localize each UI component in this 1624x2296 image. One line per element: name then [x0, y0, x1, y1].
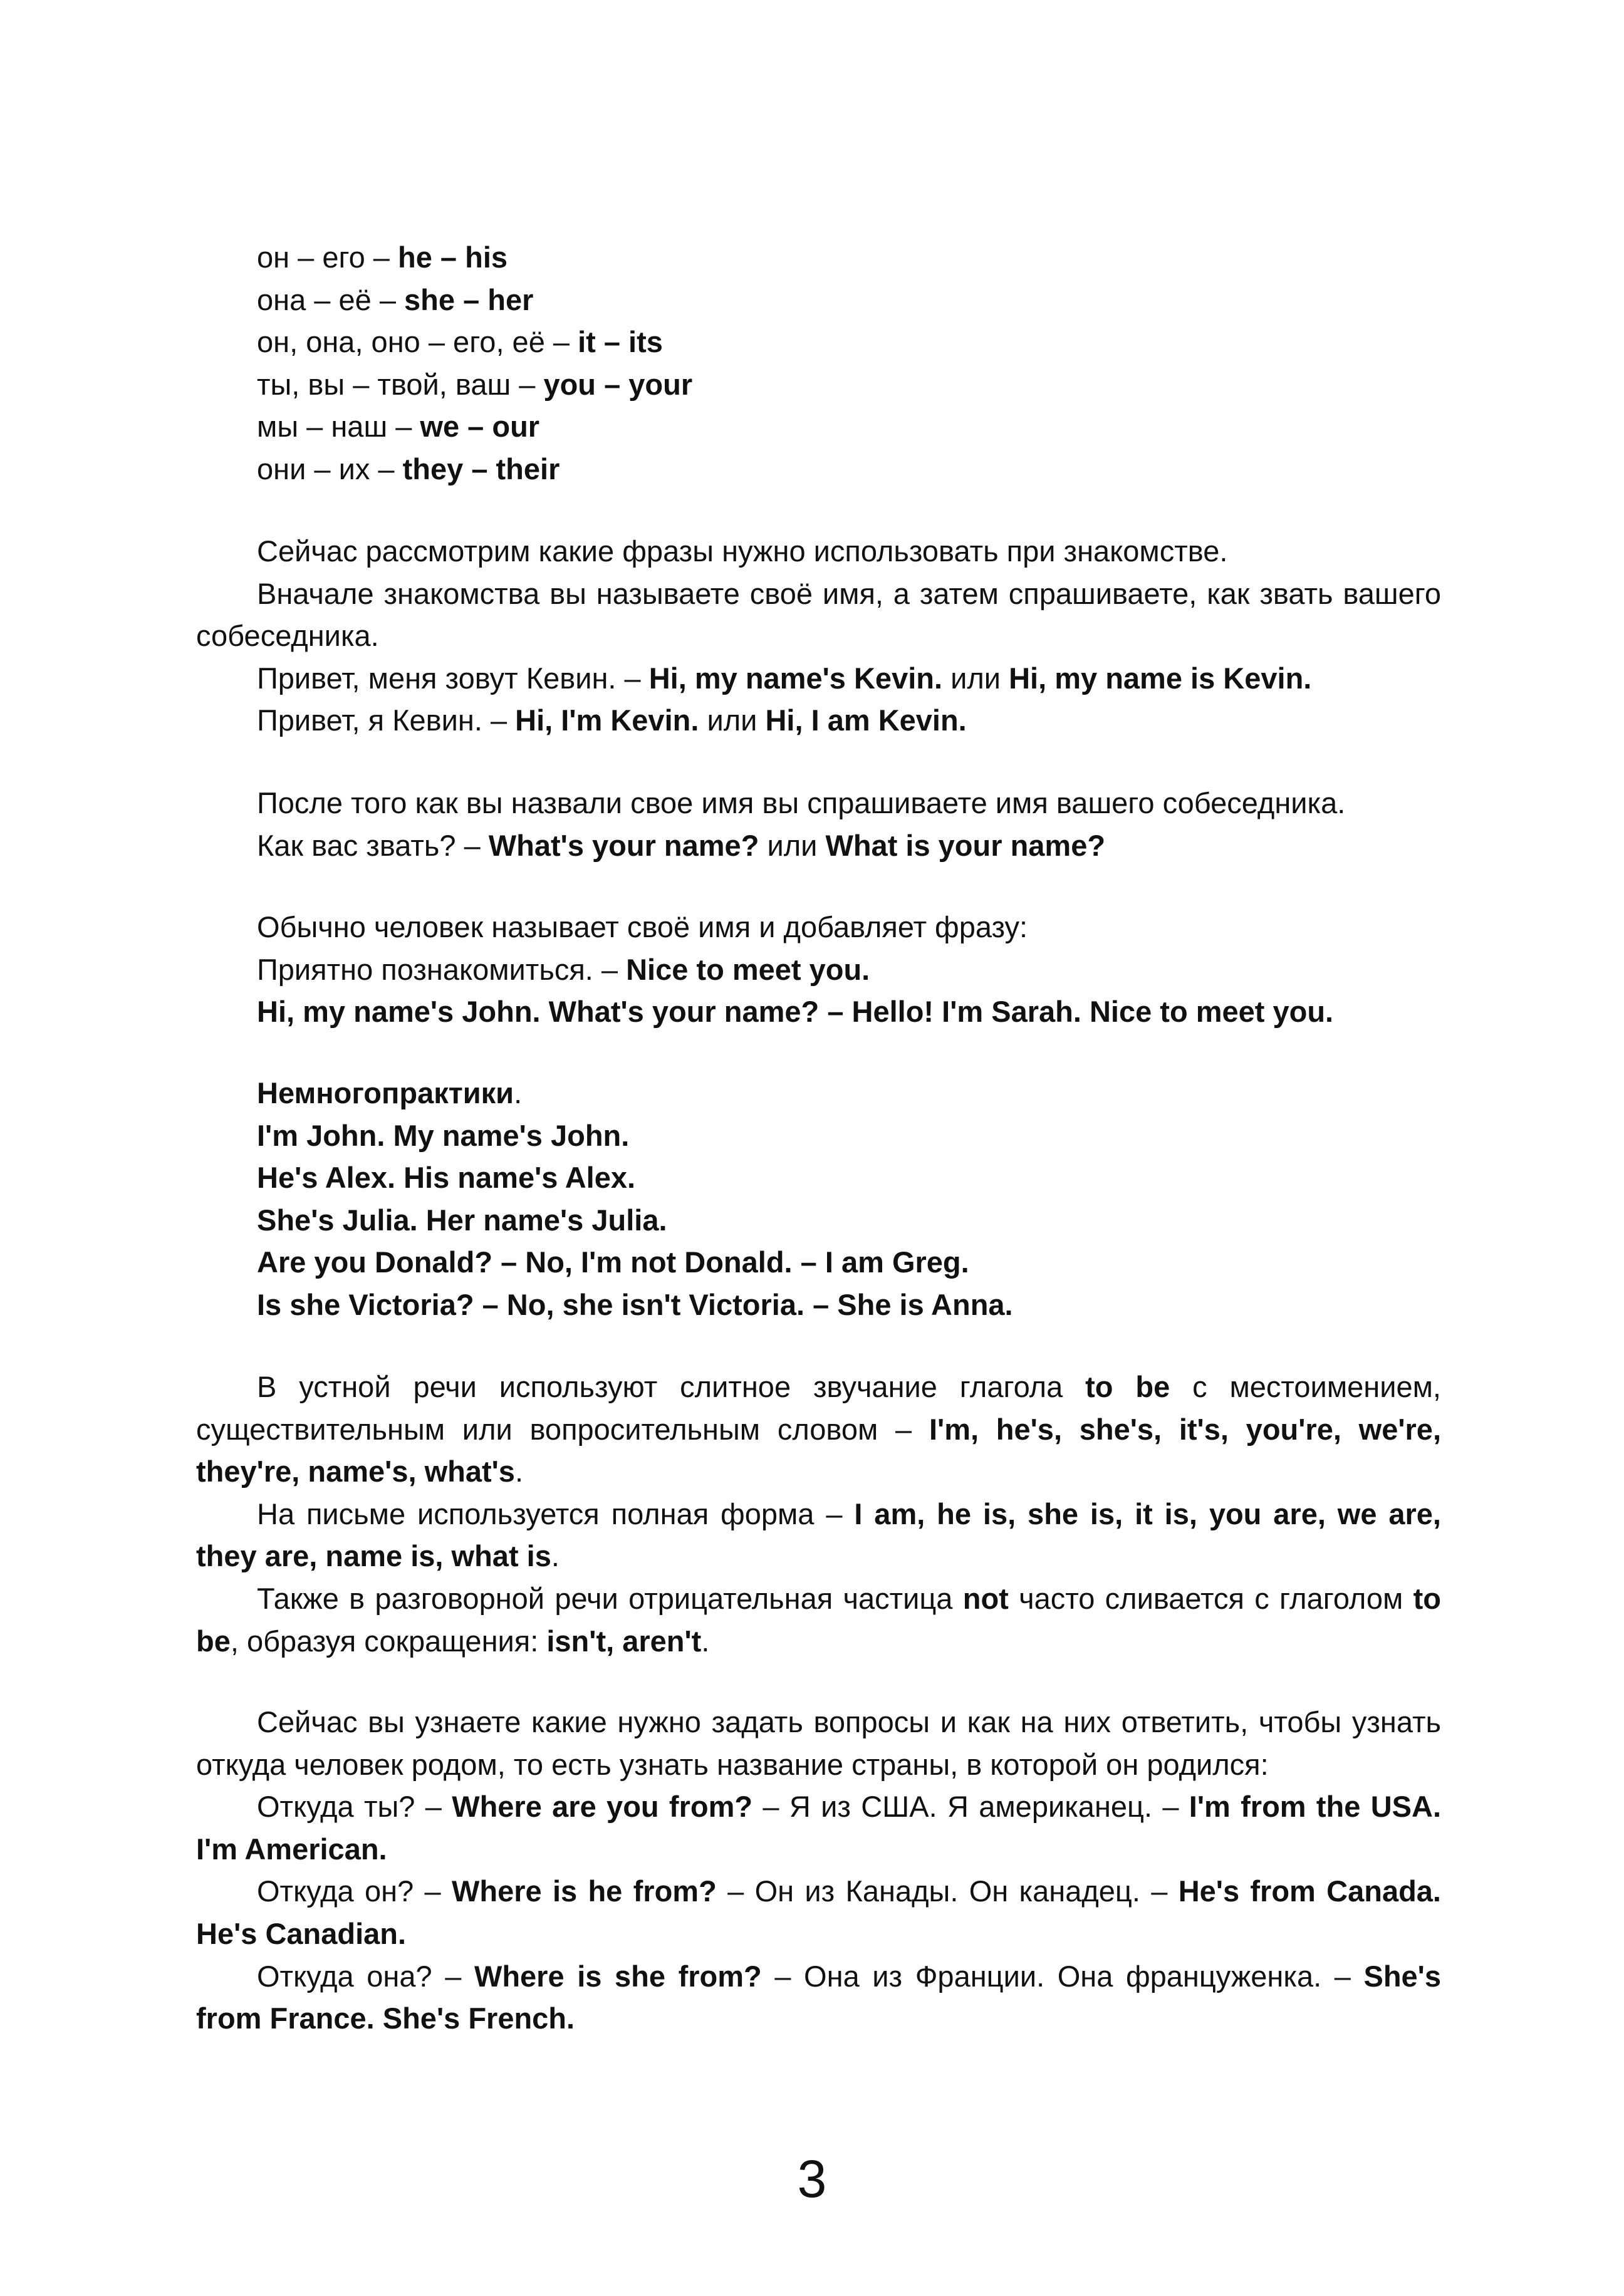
origin-question-3: Откуда она? – Where is she from? – Она из Франции. Она француженка. – She's from France. She's French. [196, 1959, 1441, 2035]
nice-section [196, 906, 1502, 1033]
contractions-paragraph-1: В устной речи используют слитное звучание глагола to be с местоимением, существительным или вопросительным словом – I'm, he's, she's, it's, you're, we're, they're, name's, what's. [196, 1370, 1442, 1488]
intro-example: Привет, меня зовут Кевин. – Hi, my name's Kevin. или Hi, my name is Kevin. [257, 661, 1312, 695]
practice-line: She's Julia. Her name's Julia. [257, 1203, 667, 1237]
nice-dialog: Hi, my name's John. What's your name? – Hello! I'm Sarah. Nice to meet you. [257, 995, 1334, 1029]
contractions-paragraph-3: Также в разговорной речи отрицательная частица not часто сливается с глаголом to be, образуя сокращения: isn't, aren't. [196, 1581, 1441, 1658]
practice-line: He's Alex. His name's Alex. [257, 1161, 636, 1195]
origin-question-2: Откуда он? – Where is he from? – Он из Канады. Он канадец. – He's from Canada. He's Canadian. [196, 1874, 1441, 1950]
practice-section [196, 1072, 1502, 1326]
pronoun-row: мы – наш – we – our [257, 410, 540, 444]
intro-line: Сейчас рассмотрим какие фразы нужно использовать при знакомстве. [257, 534, 1228, 568]
pronoun-list [196, 236, 1502, 491]
practice-line: Are you Donald? – No, I'm not Donald. – I am Greg. [257, 1245, 969, 1279]
page-number: 3 [797, 2149, 827, 2208]
practice-title: Немногопрактики. [257, 1076, 523, 1109]
pronoun-row: он – его – he – his [257, 241, 508, 274]
nice-line: Обычно человек называет своё имя и добавляет фразу: [257, 910, 1028, 943]
origin-section [196, 1701, 1441, 2040]
ask-line: После того как вы назвали свое имя вы спрашиваете имя вашего собеседника. [257, 786, 1346, 819]
pronoun-row: ты, вы – твой, ваш – you – your [257, 367, 693, 401]
nice-example: Приятно познакомиться. – Nice to meet you. [257, 952, 870, 986]
intro-section [196, 530, 1441, 742]
pronoun-row: она – её – she – her [257, 283, 534, 316]
practice-line: Is she Victoria? – No, she isn't Victoria. – She is Anna. [257, 1287, 1013, 1321]
contractions-section [196, 1366, 1441, 1662]
origin-intro: Сейчас вы узнаете какие нужно задать вопросы и как на них ответить, чтобы узнать откуда человек родом, то есть узнать название страны, в которой он родился: [196, 1705, 1441, 1781]
origin-question-1: Откуда ты? – Where are you from? – Я из США. Я американец. – I'm from the USA. I'm American. [196, 1790, 1441, 1866]
practice-line: I'm John. My name's John. [257, 1118, 630, 1152]
contractions-paragraph-2: На письме используется полная форма – I am, he is, she is, it is, you are, we are, they are, name is, what is. [196, 1497, 1441, 1573]
pronoun-row: он, она, оно – его, её – it – its [257, 325, 663, 359]
intro-paragraph: Вначале знакомства вы называете своё имя, а затем спрашиваете, как звать вашего собеседника. [196, 576, 1441, 653]
intro-example: Привет, я Кевин. – Hi, I'm Kevin. или Hi, I am Kevin. [257, 704, 967, 737]
pronoun-row: они – их – they – their [257, 452, 560, 486]
ask-example: Как вас звать? – What's your name? или What is your name? [257, 828, 1106, 862]
ask-name-section [196, 782, 1502, 866]
